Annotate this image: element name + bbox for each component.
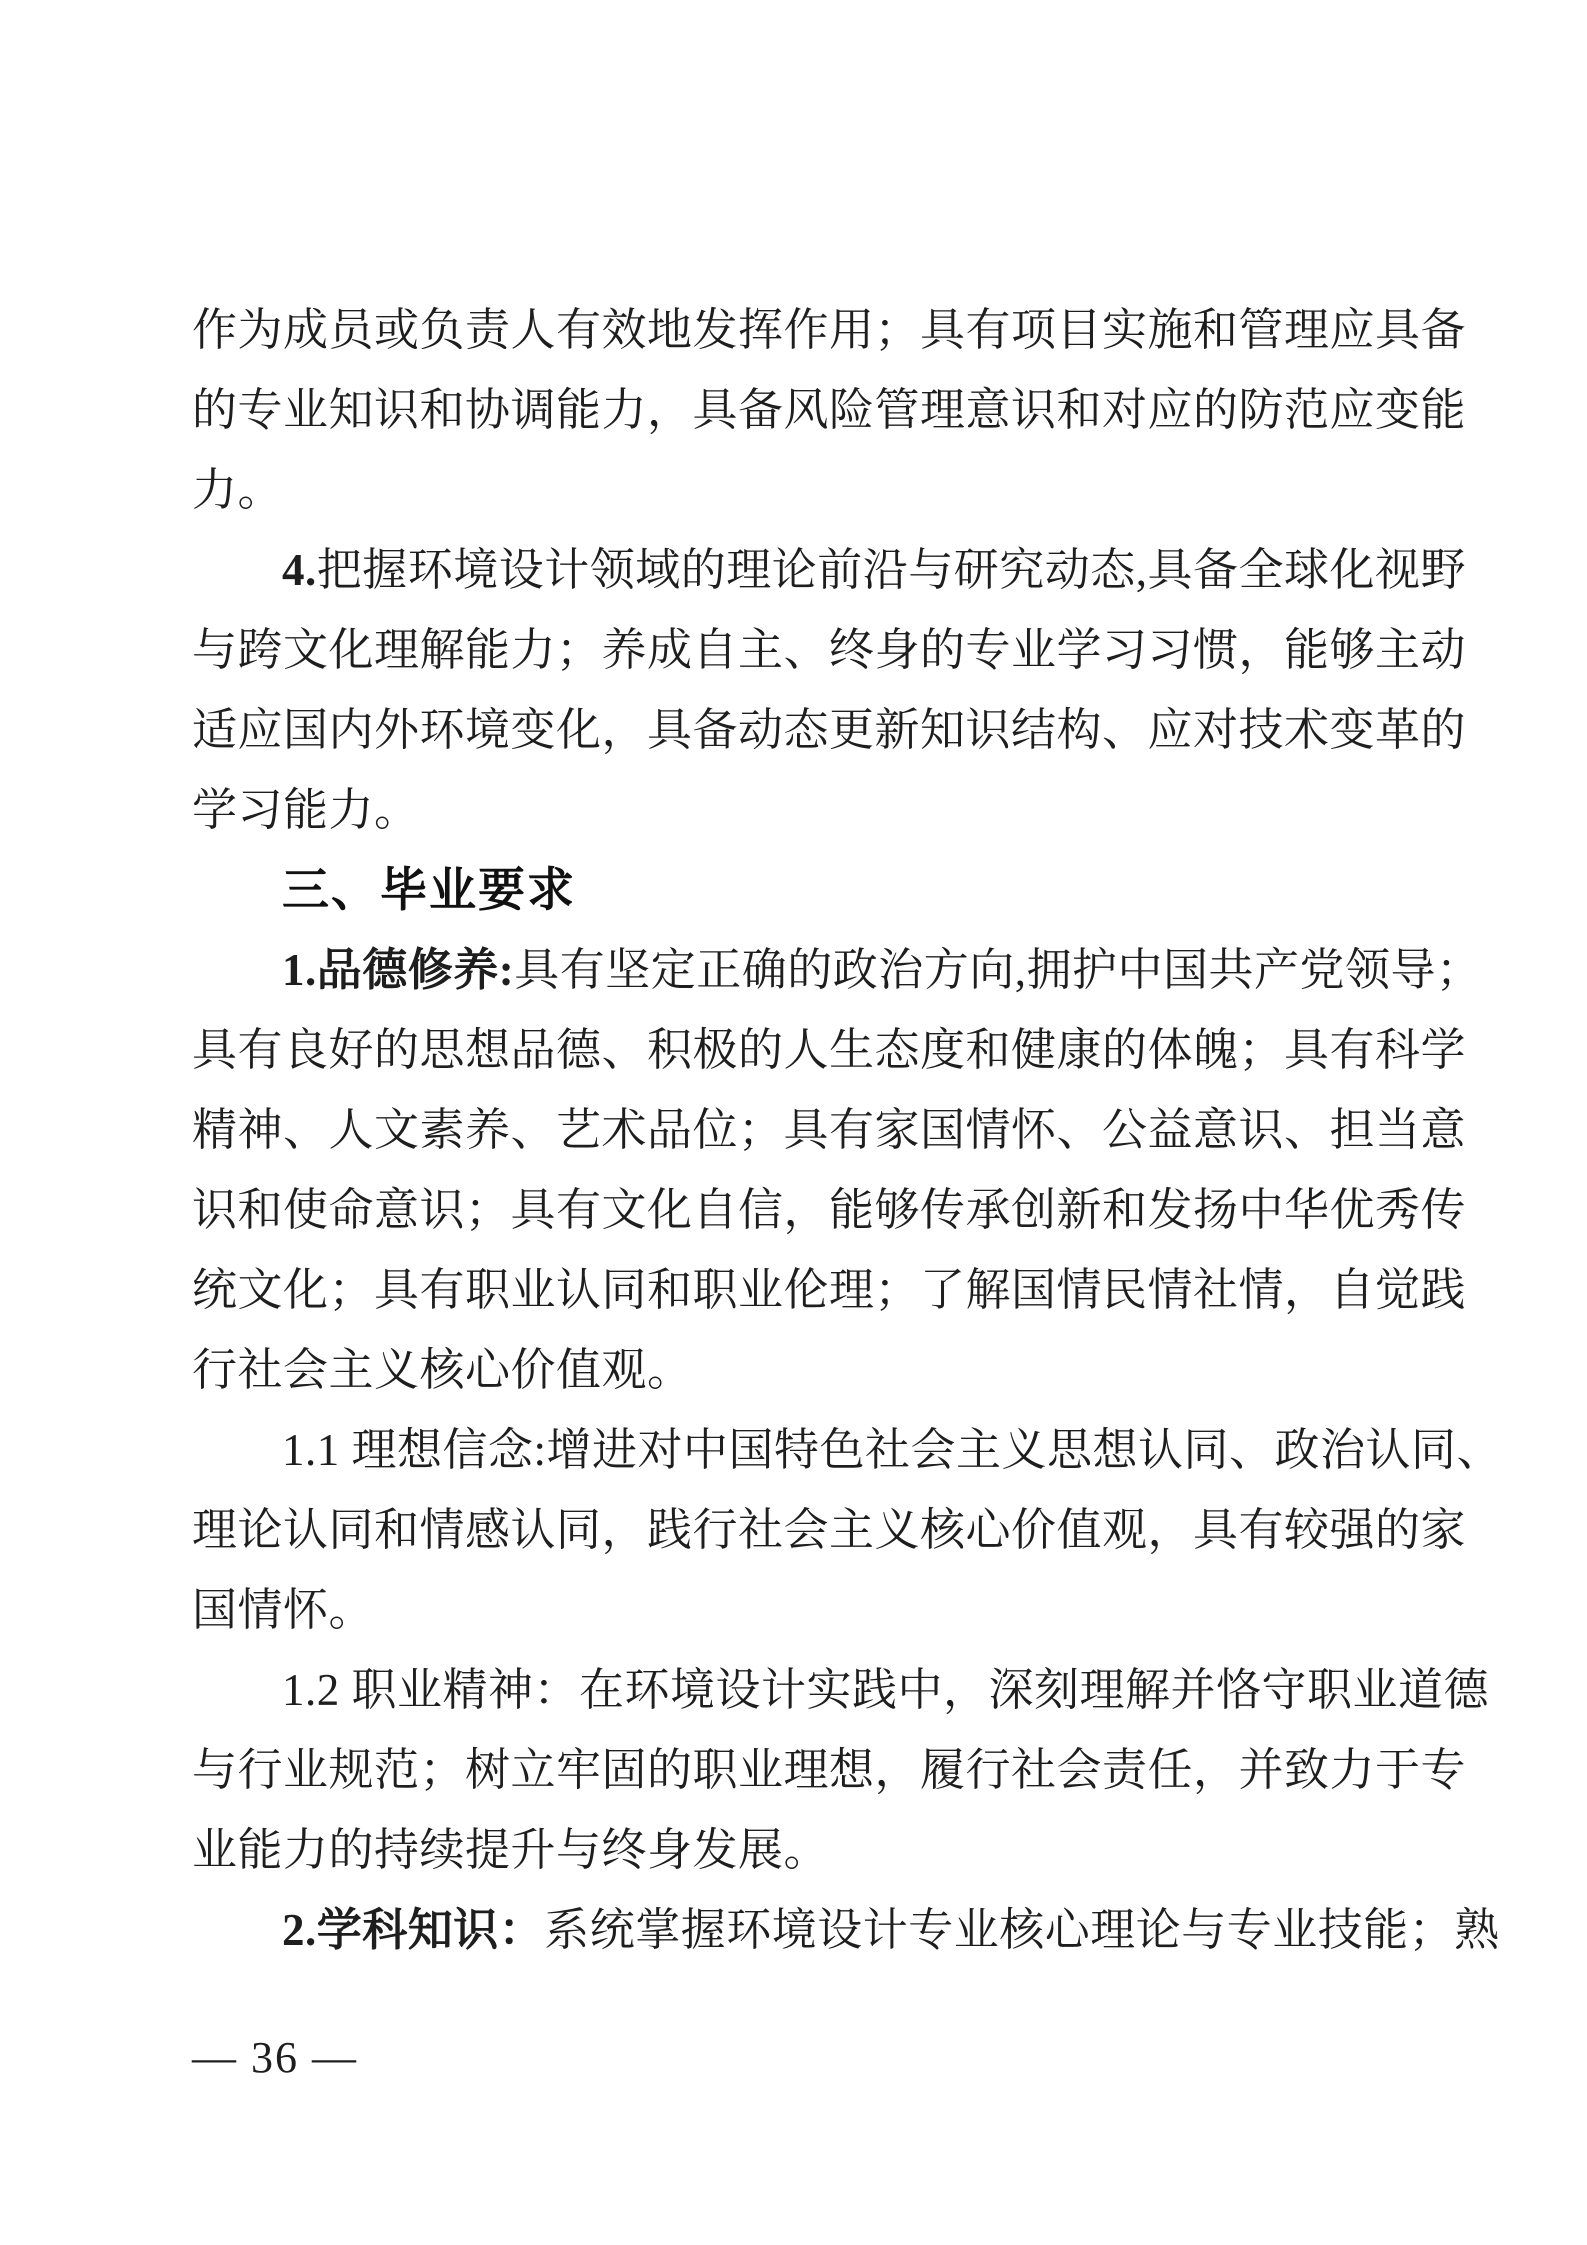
- line-text: 把握环境设计领域的理论前沿与研究动态,具备全球化视野: [316, 545, 1467, 595]
- text-line: [192, 610, 1467, 690]
- line-text: 具有良好的思想品德、积极的人生态度和健康的体魄；具有科学: [192, 1025, 1467, 1075]
- line-text: 1.1 理想信念:增进对中国特色社会主义思想认同、政治认同、: [282, 1425, 1503, 1475]
- line-text: 精神、人文素养、艺术品位；具有家国情怀、公益意识、担当意: [192, 1105, 1467, 1155]
- line-text: 统文化；具有职业认同和职业伦理；了解国情民情社情，自觉践: [192, 1265, 1467, 1315]
- text-line: [192, 530, 1467, 610]
- line-text: 具有坚定正确的政治方向,拥护中国共产党领导；: [514, 945, 1482, 995]
- text-line: [192, 1810, 1460, 1890]
- text-line: [192, 1330, 1460, 1410]
- line-text: 力。: [192, 465, 284, 515]
- page-number: — 36 —: [192, 2033, 358, 2082]
- text-line: [192, 1250, 1467, 1330]
- line-lead-label: 1.品德修养:: [282, 945, 515, 995]
- text-line: [192, 1090, 1467, 1170]
- text-line: [192, 770, 1460, 850]
- line-text: 的专业知识和协调能力，具备风险管理意识和对应的防范应变能: [192, 385, 1467, 435]
- document-body: [192, 290, 1503, 1970]
- line-text: 国情怀。: [192, 1585, 375, 1635]
- line-text: 1.2 职业精神：在环境设计实践中，深刻理解并恪守职业道德: [282, 1665, 1490, 1715]
- line-text: 识和使命意识；具有文化自信，能够传承创新和发扬中华优秀传: [192, 1185, 1467, 1235]
- line-text: 系统掌握环境设计专业核心理论与专业技能；熟: [544, 1905, 1500, 1955]
- text-line: [192, 1730, 1467, 1810]
- line-text: 三、毕业要求: [282, 863, 576, 916]
- text-line: [192, 1010, 1467, 1090]
- line-text: 行社会主义核心价值观。: [192, 1345, 693, 1395]
- line-text: 作为成员或负责人有效地发挥作用；具有项目实施和管理应具备: [192, 305, 1467, 355]
- line-text: 适应国内外环境变化，具备动态更新知识结构、应对技术变革的: [192, 705, 1467, 755]
- line-text: 理论认同和情感认同，践行社会主义核心价值观，具有较强的家: [192, 1505, 1467, 1555]
- line-text: 与行业规范；树立牢固的职业理想，履行社会责任，并致力于专: [192, 1745, 1467, 1795]
- text-line: [192, 1890, 1500, 1970]
- text-line: [192, 690, 1467, 770]
- line-lead-label: 2.学科知识：: [282, 1905, 545, 1955]
- text-line: [192, 1570, 1460, 1650]
- line-lead-label: 4.: [282, 545, 317, 595]
- text-line: [192, 1650, 1490, 1730]
- text-line: [192, 1170, 1467, 1250]
- text-line: [192, 370, 1467, 450]
- text-line: [192, 930, 1482, 1010]
- text-line: [192, 450, 1460, 530]
- line-text: 与跨文化理解能力；养成自主、终身的专业学习习惯，能够主动: [192, 625, 1467, 675]
- section-heading: [192, 850, 1460, 930]
- line-text: 学习能力。: [192, 785, 420, 835]
- text-line: [192, 290, 1467, 370]
- line-text: 业能力的持续提升与终身发展。: [192, 1825, 830, 1875]
- text-line: [192, 1490, 1467, 1570]
- text-line: [192, 1410, 1503, 1490]
